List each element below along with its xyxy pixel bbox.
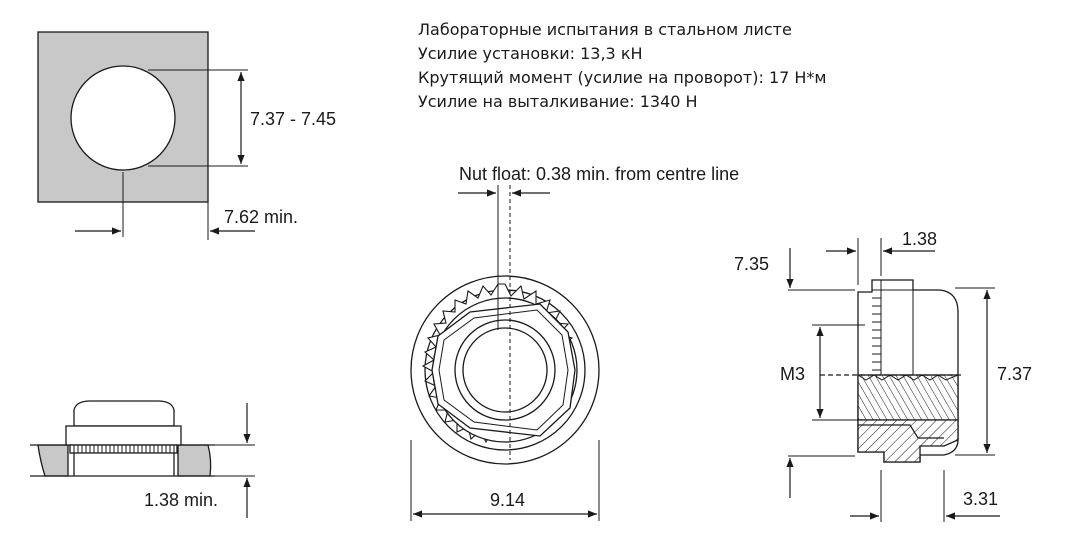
label-height: 3.31: [963, 489, 999, 509]
spec-torque: Крутящий момент (усилие на проворот): 17 Н*м: [418, 68, 827, 87]
label-shank-length: 1.38: [902, 229, 938, 249]
mounting-hole: [71, 66, 175, 170]
label-thread: M3: [780, 364, 806, 384]
label-shank-diameter: 7.35: [734, 254, 770, 274]
nut-head: [74, 401, 174, 426]
label-edge-distance: 7.62 min.: [224, 207, 299, 227]
sheet-hole-view: [38, 32, 255, 240]
specs-title: Лабораторные испытания в стальном листе: [418, 20, 792, 39]
base-section: [858, 420, 958, 462]
label-body-diameter: 7.37: [997, 364, 1033, 384]
label-nut-float: Nut float: 0.38 min. from centre line: [459, 164, 740, 184]
nut-top-view: [411, 185, 599, 521]
spec-install-force: Усилие установки: 13,3 кН: [418, 44, 643, 63]
nut-bore-outer: [455, 320, 555, 420]
nut-flange: [66, 426, 181, 445]
label-sheet-thickness: 1.38 min.: [144, 490, 219, 510]
sheet-section: [38, 445, 68, 476]
installed-side-view: [30, 401, 255, 518]
thread-section: [858, 375, 958, 420]
label-hole-diameter: 7.37 - 7.45: [250, 109, 337, 129]
spec-pushout: Усилие на выталкивание: 1340 Н: [418, 92, 698, 111]
nut-section-view: [788, 238, 1000, 522]
label-outer-diameter: 9.14: [490, 490, 526, 510]
